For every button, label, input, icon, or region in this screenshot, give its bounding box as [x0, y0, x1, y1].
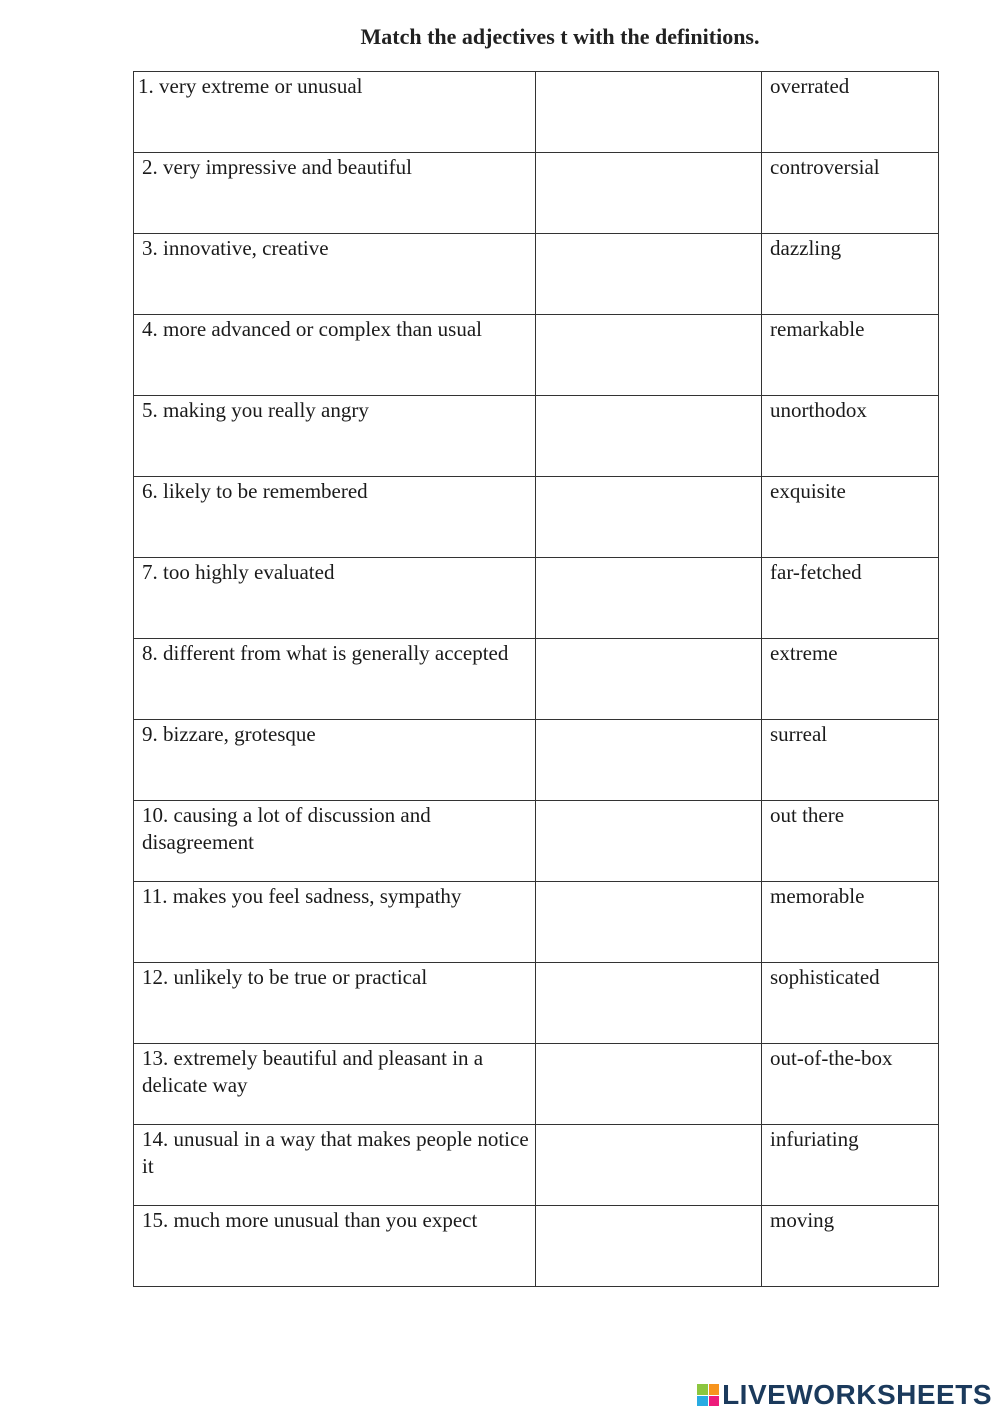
adjective-text: dazzling: [770, 236, 842, 260]
answer-cell[interactable]: [536, 153, 762, 234]
definition-text: 13. extremely beautiful and pleasant in a delicate way: [142, 1046, 484, 1097]
definition-cell: [134, 477, 536, 558]
word-cell: [762, 477, 939, 558]
table-row: [134, 1206, 939, 1287]
adjective-text: memorable: [770, 884, 865, 908]
definition-text: 3. innovative, creative: [142, 236, 329, 260]
word-cell: [762, 72, 939, 153]
word-cell: [762, 720, 939, 801]
definition-text: 6. likely to be remembered: [142, 479, 368, 503]
answer-cell[interactable]: [536, 801, 762, 882]
adjective-text: surreal: [770, 722, 828, 746]
definition-text: 2. very impressive and beautiful: [142, 155, 413, 179]
word-cell: [762, 963, 939, 1044]
definition-cell: [134, 1125, 536, 1206]
definition-cell: [134, 558, 536, 639]
word-cell: [762, 558, 939, 639]
definition-text: 14. unusual in a way that makes people notice it: [142, 1127, 529, 1178]
answer-cell[interactable]: [536, 315, 762, 396]
table-row: [134, 477, 939, 558]
answer-input[interactable]: [536, 72, 761, 152]
answer-input[interactable]: [536, 477, 761, 557]
adjective-text: sophisticated: [770, 965, 880, 989]
definition-cell: [134, 315, 536, 396]
definition-text: 11. makes you feel sadness, sympathy: [142, 884, 462, 908]
definition-text: 7. too highly evaluated: [142, 560, 335, 584]
answer-input[interactable]: [536, 1125, 761, 1205]
definition-cell: [134, 720, 536, 801]
word-cell: [762, 801, 939, 882]
definition-text: 4. more advanced or complex than usual: [142, 317, 482, 341]
word-cell: [762, 882, 939, 963]
table-row: [134, 558, 939, 639]
answer-input[interactable]: [536, 558, 761, 638]
answer-input[interactable]: [536, 315, 761, 395]
adjective-text: remarkable: [770, 317, 865, 341]
answer-cell[interactable]: [536, 72, 762, 153]
definition-cell: [134, 882, 536, 963]
table-row: [134, 720, 939, 801]
adjective-text: overrated: [770, 74, 850, 98]
definition-cell: [134, 72, 536, 153]
definition-text: 15. much more unusual than you expect: [142, 1208, 478, 1232]
word-cell: [762, 234, 939, 315]
matching-table: [133, 71, 939, 1287]
table-row: [134, 1125, 939, 1206]
adjective-text: exquisite: [770, 479, 846, 503]
table-row: [134, 153, 939, 234]
adjective-text: extreme: [770, 641, 838, 665]
adjective-text: unorthodox: [770, 398, 867, 422]
answer-input[interactable]: [536, 234, 761, 314]
answer-input[interactable]: [536, 801, 761, 881]
answer-input[interactable]: [536, 396, 761, 476]
definition-cell: [134, 234, 536, 315]
answer-cell[interactable]: [536, 477, 762, 558]
adjective-text: infuriating: [770, 1127, 859, 1151]
adjective-text: out-of-the-box: [770, 1046, 893, 1070]
table-row: [134, 639, 939, 720]
answer-cell[interactable]: [536, 1206, 762, 1287]
word-cell: [762, 1044, 939, 1125]
definition-text: 5. making you really angry: [142, 398, 369, 422]
liveworksheets-logo: [697, 1381, 992, 1409]
answer-input[interactable]: [536, 882, 761, 962]
word-cell: [762, 315, 939, 396]
table-row: [134, 1044, 939, 1125]
definition-cell: [134, 963, 536, 1044]
definition-cell: [134, 639, 536, 720]
word-cell: [762, 153, 939, 234]
definition-cell: [134, 801, 536, 882]
answer-cell[interactable]: [536, 1044, 762, 1125]
adjective-text: far-fetched: [770, 560, 862, 584]
table-row: [134, 72, 939, 153]
answer-input[interactable]: [536, 1044, 761, 1124]
definition-cell: [134, 1206, 536, 1287]
word-cell: [762, 1125, 939, 1206]
table-row: [134, 801, 939, 882]
answer-input[interactable]: [536, 153, 761, 233]
answer-input[interactable]: [536, 1206, 761, 1286]
answer-cell[interactable]: [536, 234, 762, 315]
worksheet-title: Match the adjectives t with the definitions.: [360, 24, 760, 49]
definition-text: 10. causing a lot of discussion and disagreement: [142, 803, 431, 854]
liveworksheets-logo-icon: [697, 1384, 719, 1406]
table-row: [134, 882, 939, 963]
table-row: [134, 315, 939, 396]
definition-text: 12. unlikely to be true or practical: [142, 965, 428, 989]
adjective-text: moving: [770, 1208, 835, 1232]
definition-cell: [134, 153, 536, 234]
adjective-text: controversial: [770, 155, 880, 179]
definition-text: 9. bizzare, grotesque: [142, 722, 316, 746]
definition-text: 1. very extreme or unusual: [138, 74, 363, 98]
adjective-text: out there: [770, 803, 845, 827]
answer-input[interactable]: [536, 720, 761, 800]
answer-cell[interactable]: [536, 639, 762, 720]
definition-cell: [134, 1044, 536, 1125]
answer-cell[interactable]: [536, 720, 762, 801]
word-cell: [762, 396, 939, 477]
liveworksheets-logo-text: LIVEWORKSHEETS: [722, 1379, 992, 1410]
answer-cell[interactable]: [536, 396, 762, 477]
table-row: [134, 396, 939, 477]
matching-table-body: [134, 72, 939, 1287]
table-row: [134, 234, 939, 315]
answer-input[interactable]: [536, 639, 761, 719]
answer-cell[interactable]: [536, 963, 762, 1044]
answer-input[interactable]: [536, 963, 761, 1043]
answer-cell[interactable]: [536, 882, 762, 963]
word-cell: [762, 639, 939, 720]
definition-text: 8. different from what is generally accepted: [142, 641, 509, 665]
definition-cell: [134, 396, 536, 477]
answer-cell[interactable]: [536, 1125, 762, 1206]
answer-cell[interactable]: [536, 558, 762, 639]
table-row: [134, 963, 939, 1044]
word-cell: [762, 1206, 939, 1287]
